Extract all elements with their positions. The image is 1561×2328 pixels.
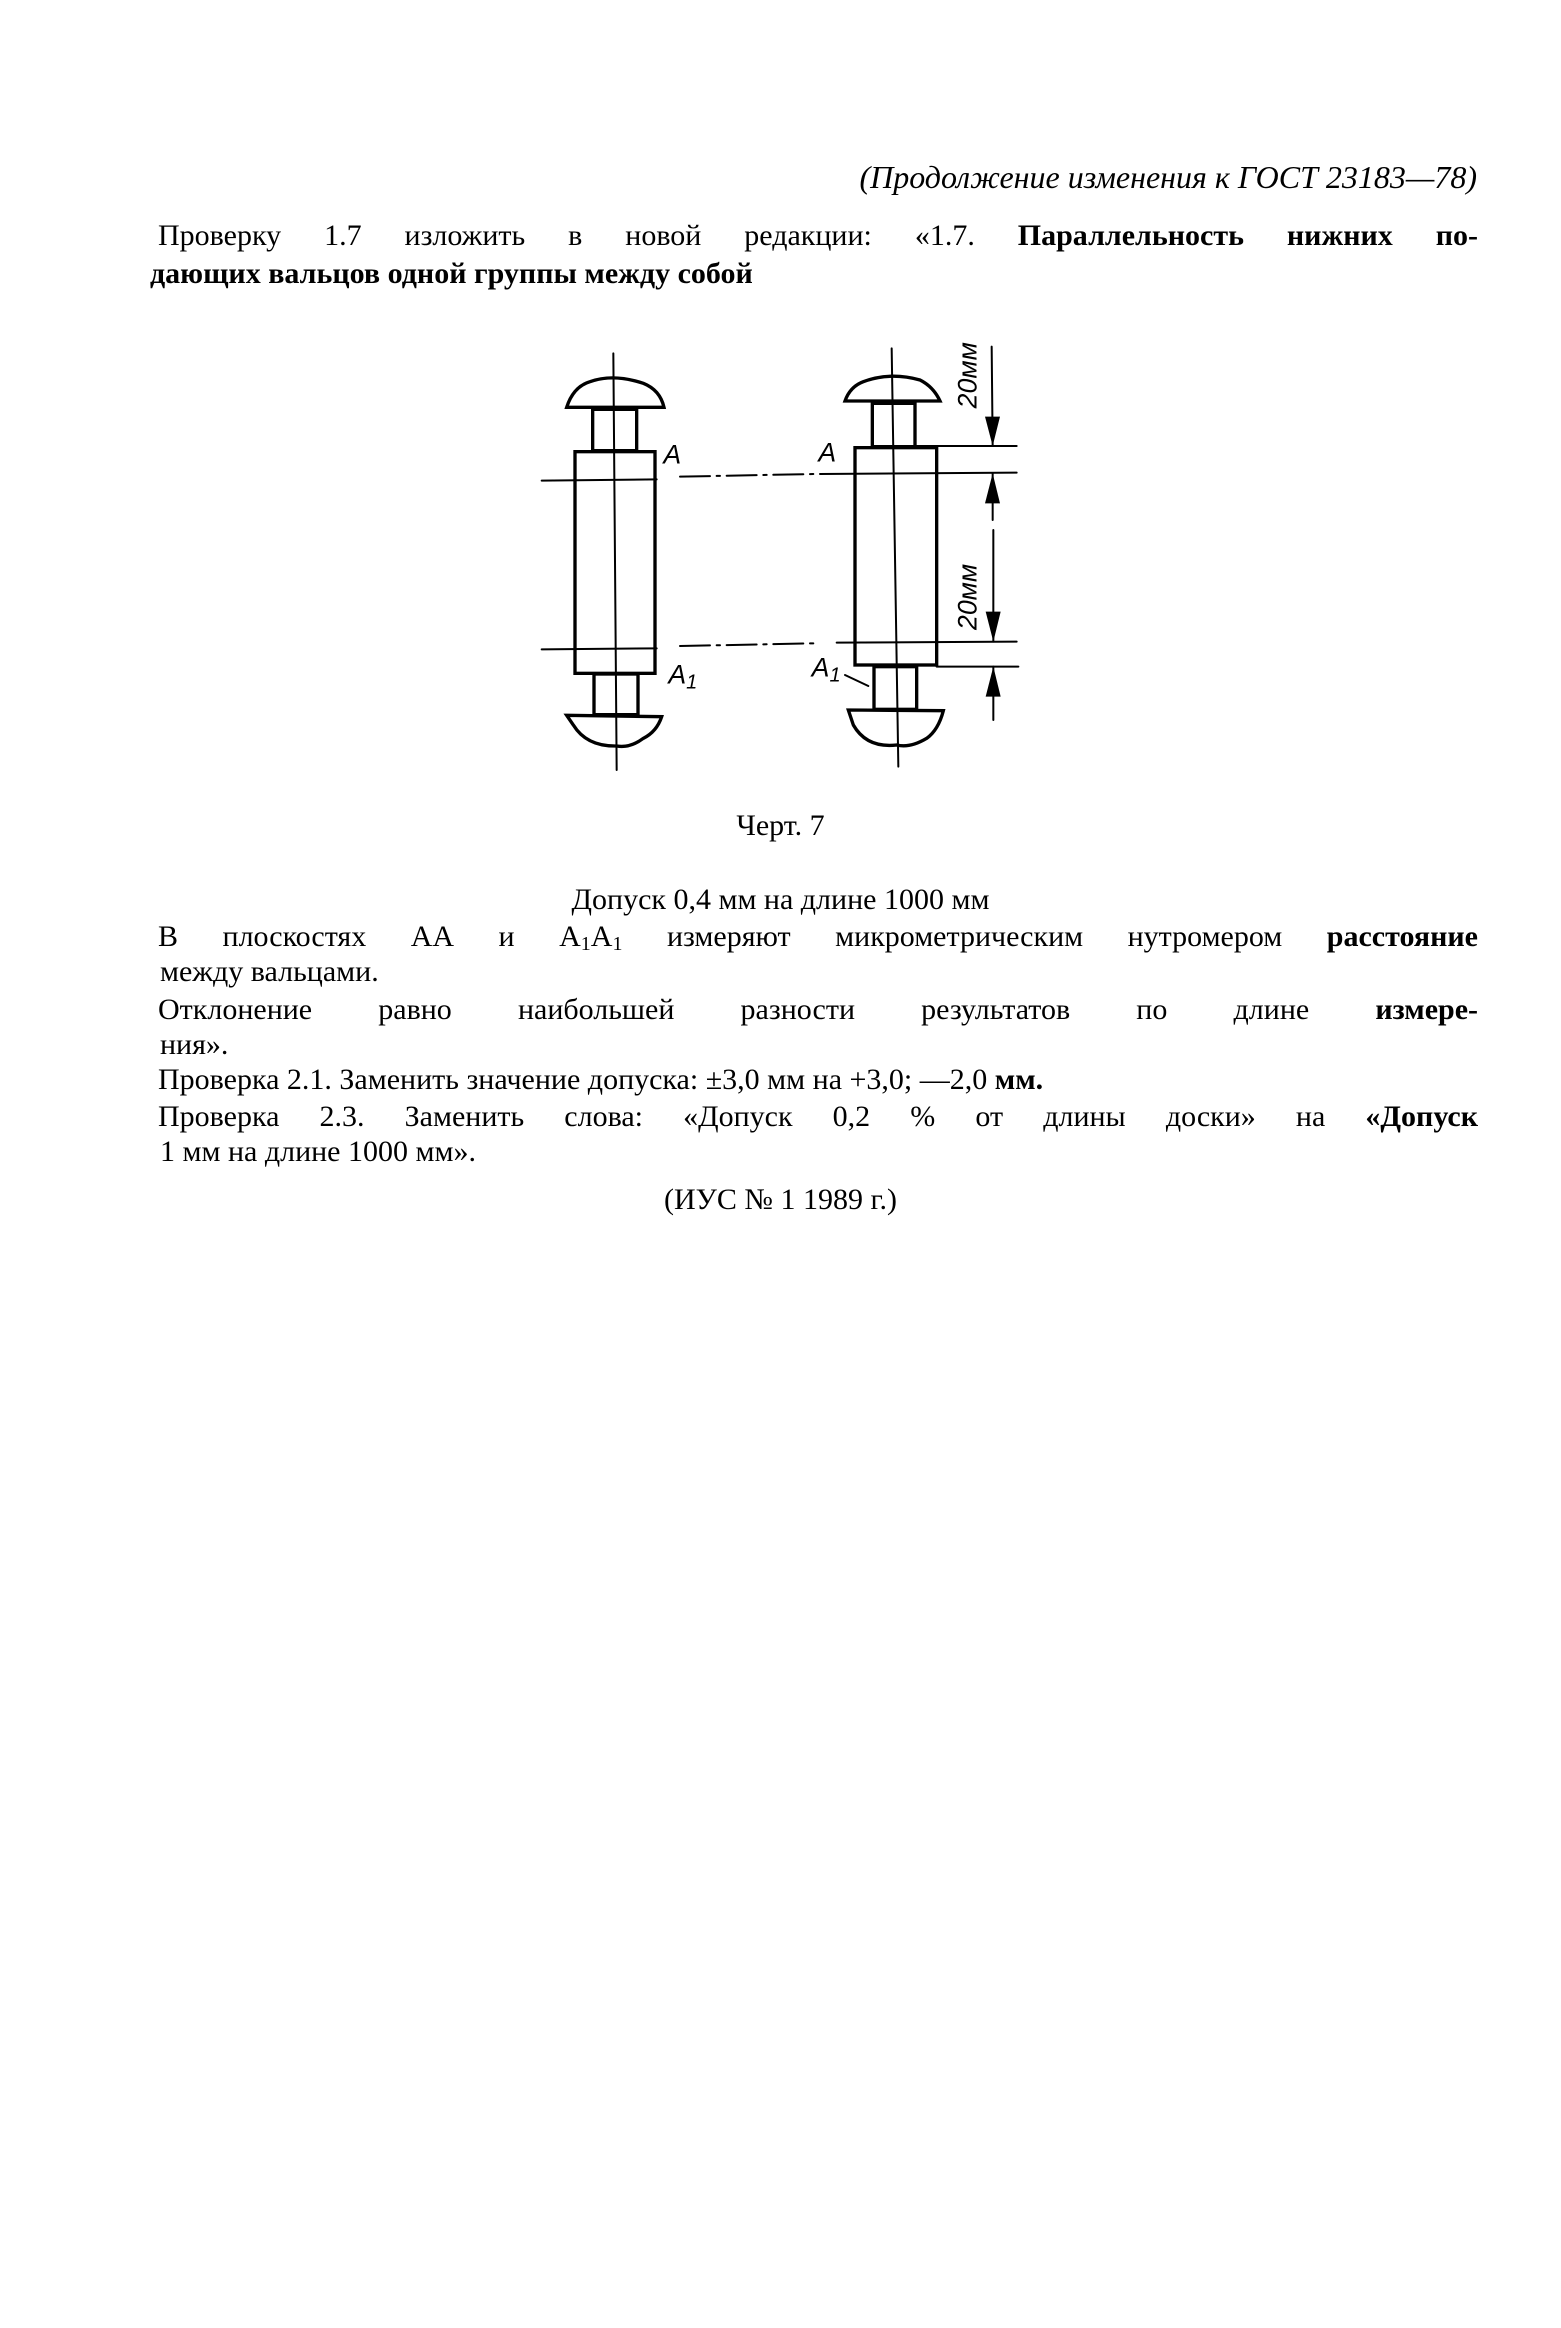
dimension-label-bottom: 20мм [952,563,983,630]
right-roller-bottom-cap [848,710,943,746]
arrow-up-icon [985,473,1000,503]
bold-text: расстояние [1326,920,1478,953]
left-roller-bottom-cap [567,715,662,746]
arrow-down-icon [986,612,1001,642]
text: Проверка 2.1. Заменить значение допуска: ±3,0 мм на +3,0; —2,0 [158,1063,995,1096]
tolerance-text: Допуск 0,4 мм на [571,883,801,916]
label-a1-left: A1 [668,659,698,694]
dimension-label-top: 20мм [952,342,983,409]
intro-title-2: дающих вальцов одной группы между собой [150,257,753,290]
text: В плоскостях АА и А [158,920,581,953]
para3 [158,1062,1043,1097]
para2-line1 [158,992,1478,1027]
para2-line2: ния». [160,1028,229,1061]
text: Отклонение равно наибольшей разности результатов по длине [158,993,1376,1026]
left-roller-top-cap [567,378,664,407]
tolerance-line [0,882,1561,917]
subscript: 1 [580,933,591,955]
bold-text: «Допуск [1365,1100,1478,1133]
label-a1-right: A1 [811,652,841,687]
right-roller-bottom-neck [874,667,917,710]
label-a-left: A [663,439,682,470]
arrow-down-icon [985,417,1000,446]
para4-line1 [158,1099,1478,1134]
figure-rollers-drawing [500,320,1060,800]
subscript: 1 [612,933,623,955]
para4-line2: 1 мм на длине 1000 мм». [160,1135,476,1168]
figure-caption: Черт. 7 [736,809,825,842]
para1-line2: между вальцами. [160,955,379,988]
text: А [590,920,613,953]
para1-line1 [158,919,1478,954]
text: измеряют микрометрическим нутромером [622,920,1327,953]
intro-title-1: Параллельность нижних по- [1017,219,1479,252]
bold-text: измере- [1375,993,1478,1026]
arrow-up-icon [986,667,1001,697]
bold-text: мм. [994,1063,1044,1096]
footer-reference: (ИУС № 1 1989 г.) [664,1183,897,1216]
intro-text: Проверку 1.7 изложить в новой редакции: «1.7. [158,219,1018,252]
document-header: (Продолжение изменения к ГОСТ 23183—78) [859,159,1477,195]
intro-line-1 [158,218,1478,253]
tolerance-length: длине 1000 мм [800,883,990,916]
label-a-right: A [818,437,837,468]
text: Проверка 2.3. Заменить слова: «Допуск 0,2 % от длины доски» на [158,1100,1366,1133]
